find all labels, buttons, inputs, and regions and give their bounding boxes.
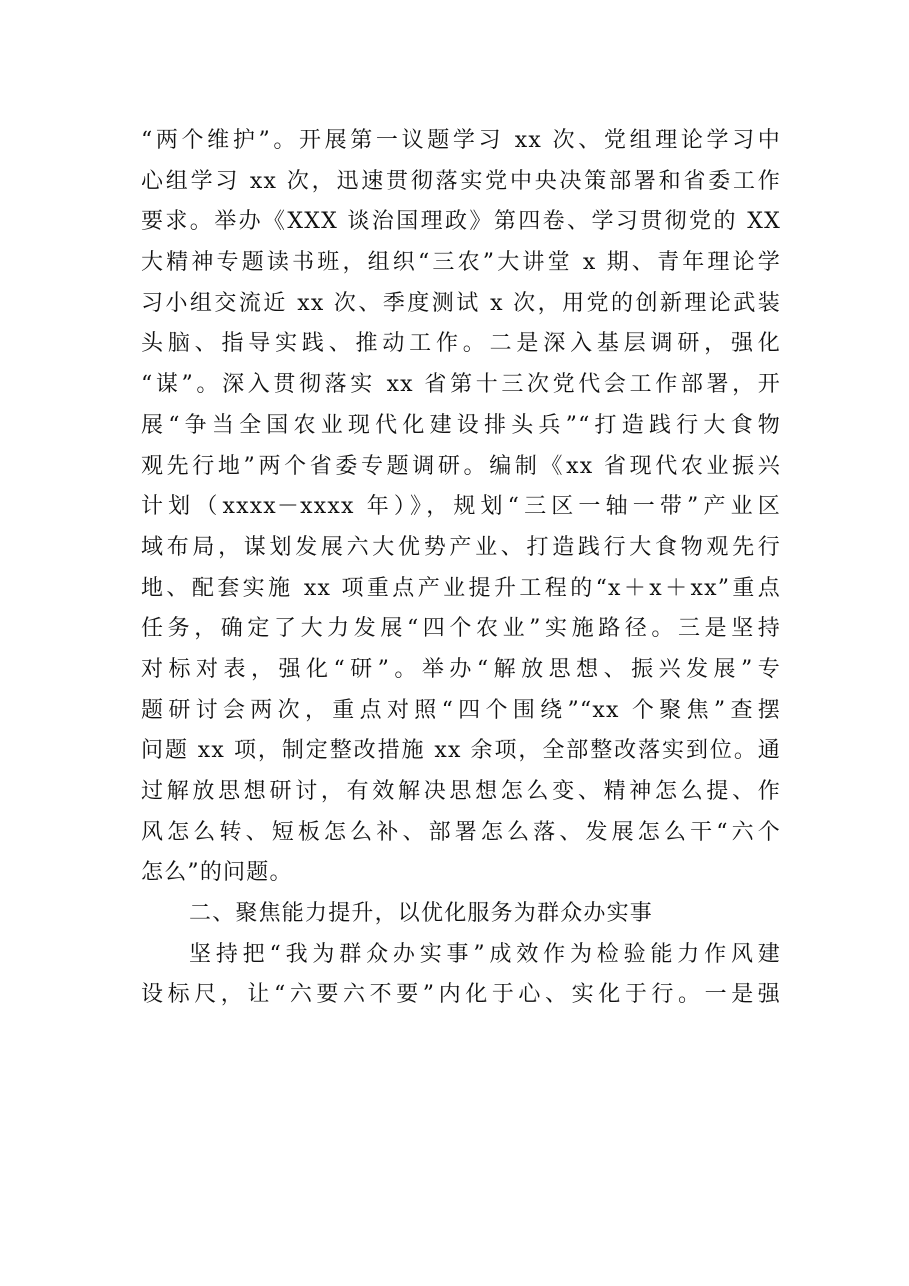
text-line: 任务，确定了大力发展“四个农业”实施路径。三是坚持 (141, 616, 781, 642)
text-line: “谋”。深入贯彻落实 xx 省第十三次党代会工作部署，开 (141, 372, 781, 398)
section-heading: 二、聚焦能力提升，以优化服务为群众办实事 (189, 901, 654, 927)
text-line: 对标对表，强化“研”。举办“解放思想、振兴发展”专 (141, 656, 781, 682)
text-line: 怎么”的问题。 (141, 860, 293, 886)
text-line: 域布局，谋划发展六大优势产业、打造践行大食物观先行 (141, 534, 781, 560)
text-line: 要求。举办《XXX 谈治国理政》第四卷、学习贯彻党的 XX (141, 209, 781, 235)
text-line: 设标尺，让“六要六不要”内化于心、实化于行。一是强 (141, 982, 781, 1008)
text-line: 问题 xx 项，制定整改措施 xx 余项，全部整改落实到位。通 (141, 738, 781, 764)
text-line: 过解放思想研讨，有效解决思想怎么变、精神怎么提、作 (141, 779, 781, 804)
paragraph-1 (141, 121, 781, 894)
text-line: 风怎么转、短板怎么补、部署怎么落、发展怎么干“六个 (141, 819, 781, 845)
text-line: 习小组交流近 xx 次、季度测试 x 次，用党的创新理论武装 (141, 290, 781, 316)
text-line: 心组学习 xx 次，迅速贯彻落实党中央决策部署和省委工作 (141, 168, 781, 194)
text-line: 计划（xxxx－xxxx 年）》，规划“三区一轴一带”产业区 (141, 494, 781, 520)
text-line: 展“争当全国农业现代化建设排头兵”“打造践行大食物 (141, 412, 781, 438)
text-line: 大精神专题读书班，组织“三农”大讲堂 x 期、青年理论学 (141, 250, 781, 276)
text-line: 观先行地”两个省委专题调研。编制《xx 省现代农业振兴 (141, 453, 781, 479)
text-line: 坚持把“我为群众办实事”成效作为检验能力作风建 (189, 941, 781, 967)
text-line: 头脑、指导实践、推动工作。二是深入基层调研，强化 (141, 331, 781, 357)
text-line: 题研讨会两次，重点对照“四个围绕”“xx 个聚焦”查摆 (141, 697, 781, 723)
text-line: “两个维护”。开展第一议题学习 xx 次、党组理论学习中 (141, 128, 781, 153)
paragraph-2 (141, 935, 781, 1016)
document-body (141, 121, 781, 1016)
text-line: 地、配套实施 xx 项重点产业提升工程的“x＋x＋xx”重点 (141, 575, 781, 601)
